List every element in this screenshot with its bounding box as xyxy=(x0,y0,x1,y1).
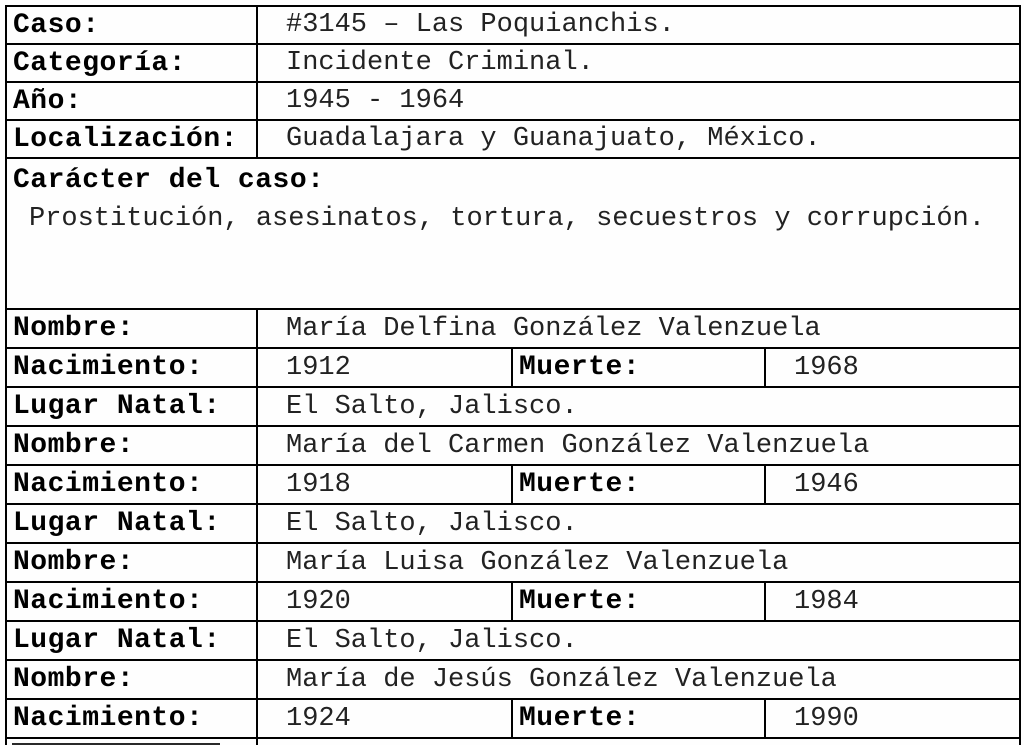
muerte-label: Muerte: xyxy=(519,586,641,617)
categoria-value-cell xyxy=(258,45,1019,81)
person2-nacimiento-label-cell xyxy=(7,466,258,503)
anio-label: Año: xyxy=(13,85,83,117)
person3-nombre-label-cell xyxy=(7,544,258,581)
caso-label: Caso: xyxy=(13,9,100,41)
person1-lugar-value: El Salto, Jalisco. xyxy=(286,391,578,422)
lugar-natal-label: Lugar Natal: xyxy=(13,625,221,656)
person1-nacimiento-value-cell xyxy=(258,349,513,386)
nombre-label: Nombre: xyxy=(13,664,135,695)
person1-lugar-value-cell xyxy=(258,388,1019,425)
nacimiento-label: Nacimiento: xyxy=(13,469,204,500)
categoria-value: Incidente Criminal. xyxy=(286,48,594,78)
person4-nombre-label-cell xyxy=(7,661,258,698)
caracter-row xyxy=(7,159,1019,310)
categoria-label-cell xyxy=(7,45,258,81)
muerte-label: Muerte: xyxy=(519,469,641,500)
person3-nacimiento-value-cell xyxy=(258,583,513,620)
anio-value-cell xyxy=(258,83,1019,119)
muerte-label: Muerte: xyxy=(519,352,641,383)
person1-muerte-label-cell xyxy=(513,349,766,386)
person1-nombre-value: María Delfina González Valenzuela xyxy=(286,313,821,344)
person2-lugar-value-cell xyxy=(258,505,1019,542)
categoria-label: Categoría: xyxy=(13,47,187,79)
localizacion-value: Guadalajara y Guanajuato, México. xyxy=(286,124,821,154)
caracter-label: Carácter del caso: xyxy=(13,165,325,196)
caracter-value: Prostitución, asesinatos, tortura, secuestros y corrupción. xyxy=(29,204,985,234)
person1-muerte-value: 1968 xyxy=(794,352,859,383)
caracter-cell xyxy=(7,159,1019,308)
nacimiento-label: Nacimiento: xyxy=(13,703,204,734)
person3-nacimiento-value: 1920 xyxy=(286,586,351,617)
person4-nombre-row xyxy=(7,661,1019,700)
person4-nacimiento-value: 1924 xyxy=(286,703,351,734)
person2-lugar-row xyxy=(7,505,1019,544)
person3-nacimiento-label-cell xyxy=(7,583,258,620)
localizacion-label: Localización: xyxy=(13,123,238,155)
anio-label-cell xyxy=(7,83,258,119)
anio-value: 1945 - 1964 xyxy=(286,86,465,116)
nacimiento-label: Nacimiento: xyxy=(13,586,204,617)
person4-fechas-row xyxy=(7,700,1019,739)
cutoff-row xyxy=(7,739,1019,745)
person1-fechas-row xyxy=(7,349,1019,388)
person3-lugar-value-cell xyxy=(258,622,1019,659)
person1-lugar-label-cell xyxy=(7,388,258,425)
muerte-label: Muerte: xyxy=(519,703,641,734)
categoria-row xyxy=(7,45,1019,83)
person2-nacimiento-value-cell xyxy=(258,466,513,503)
person4-muerte-value: 1990 xyxy=(794,703,859,734)
localizacion-value-cell xyxy=(258,121,1019,157)
cutoff-row-divider xyxy=(256,739,258,745)
person2-muerte-label-cell xyxy=(513,466,766,503)
person1-nacimiento-label-cell xyxy=(7,349,258,386)
person1-nacimiento-value: 1912 xyxy=(286,352,351,383)
person3-lugar-value: El Salto, Jalisco. xyxy=(286,625,578,656)
person1-nombre-value-cell xyxy=(258,310,1019,347)
nacimiento-label: Nacimiento: xyxy=(13,352,204,383)
person3-nombre-value-cell xyxy=(258,544,1019,581)
case-table xyxy=(5,5,1021,745)
person2-nacimiento-value: 1918 xyxy=(286,469,351,500)
person4-nombre-value-cell xyxy=(258,661,1019,698)
localizacion-row xyxy=(7,121,1019,159)
caso-row xyxy=(7,7,1019,45)
person3-muerte-value-cell xyxy=(766,583,1019,620)
lugar-natal-label: Lugar Natal: xyxy=(13,508,221,539)
person3-lugar-row xyxy=(7,622,1019,661)
caso-value-cell xyxy=(258,7,1019,43)
person3-nombre-row xyxy=(7,544,1019,583)
person3-muerte-value: 1984 xyxy=(794,586,859,617)
person4-muerte-value-cell xyxy=(766,700,1019,737)
nombre-label: Nombre: xyxy=(13,313,135,344)
person2-nombre-value-cell xyxy=(258,427,1019,464)
lugar-natal-label: Lugar Natal: xyxy=(13,391,221,422)
person2-nombre-value: María del Carmen González Valenzuela xyxy=(286,430,870,461)
person2-nombre-label-cell xyxy=(7,427,258,464)
nombre-label: Nombre: xyxy=(13,547,135,578)
person3-lugar-label-cell xyxy=(7,622,258,659)
person2-muerte-value-cell xyxy=(766,466,1019,503)
person4-nacimiento-label-cell xyxy=(7,700,258,737)
person2-lugar-value: El Salto, Jalisco. xyxy=(286,508,578,539)
caso-value: #3145 – Las Poquianchis. xyxy=(286,10,675,40)
person3-fechas-row xyxy=(7,583,1019,622)
person4-nombre-value: María de Jesús González Valenzuela xyxy=(286,664,837,695)
person1-muerte-value-cell xyxy=(766,349,1019,386)
person2-lugar-label-cell xyxy=(7,505,258,542)
person2-nombre-row xyxy=(7,427,1019,466)
person3-nombre-value: María Luisa González Valenzuela xyxy=(286,547,789,578)
anio-row xyxy=(7,83,1019,121)
caso-label-cell xyxy=(7,7,258,43)
person2-fechas-row xyxy=(7,466,1019,505)
person1-lugar-row xyxy=(7,388,1019,427)
person1-nombre-label-cell xyxy=(7,310,258,347)
person4-nacimiento-value-cell xyxy=(258,700,513,737)
person1-nombre-row xyxy=(7,310,1019,349)
person4-muerte-label-cell xyxy=(513,700,766,737)
person2-muerte-value: 1946 xyxy=(794,469,859,500)
nombre-label: Nombre: xyxy=(13,430,135,461)
person3-muerte-label-cell xyxy=(513,583,766,620)
localizacion-label-cell xyxy=(7,121,258,157)
